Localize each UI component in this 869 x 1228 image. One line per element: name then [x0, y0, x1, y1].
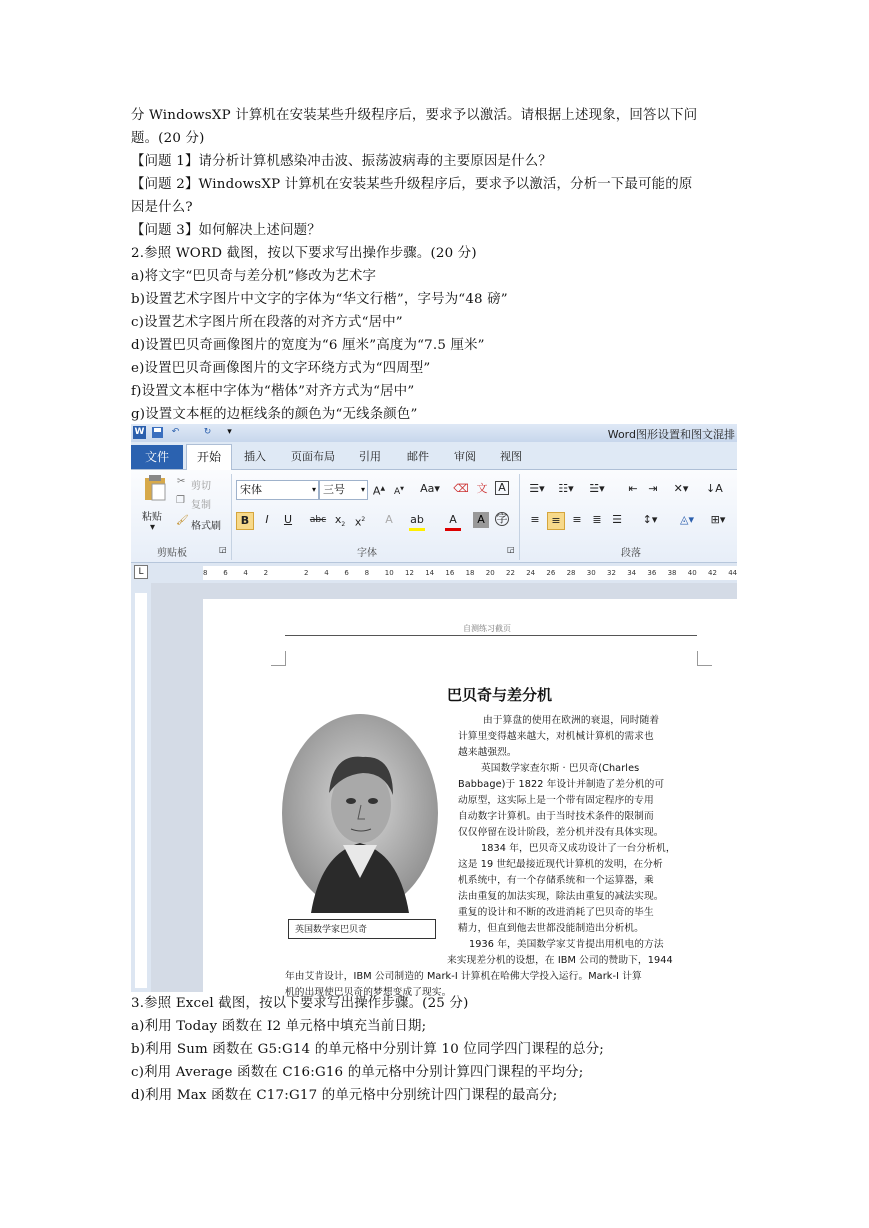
line-spacing-icon[interactable]: ↕▾	[642, 513, 658, 526]
borders-icon[interactable]: ⊞▾	[710, 513, 726, 526]
paste-icon[interactable]	[143, 474, 167, 505]
body-line: 来实现差分机的设想，在 IBM 公司的赞助下，1944	[447, 955, 673, 966]
character-border-icon[interactable]: A	[495, 481, 509, 495]
body-line: 法由重复的加法实现，除法由重复的减法实现。	[458, 891, 664, 902]
ruler-tick-label: 14	[425, 569, 435, 577]
tab-insert[interactable]: 插入	[244, 450, 266, 463]
format-painter-icon[interactable]: 🖌	[176, 515, 189, 526]
body-line: 计算里变得越来越大，对机械计算机的需求也	[458, 731, 654, 742]
margin-corner-mark	[697, 651, 712, 666]
question-1: 【问题 1】请分析计算机感染冲击波、振荡波病毒的主要原因是什么？	[131, 154, 552, 169]
step-b: b)设置艺术字图片中文字的字体为“华文行楷”，字号为“48 磅”	[131, 292, 508, 307]
ruler-tick-label: 42	[708, 569, 717, 577]
tab-file[interactable]: 文件	[131, 445, 183, 469]
section-2-heading: 2.参照 WORD 截图，按以下要求写出操作步骤。(20 分)	[131, 246, 477, 261]
shading-icon[interactable]: ◬▾	[680, 513, 694, 526]
horizontal-ruler[interactable]	[203, 566, 737, 580]
body-line: 精力，但直到他去世都没能制造出分析机。	[458, 923, 644, 934]
copy-icon[interactable]: ❐	[176, 495, 185, 506]
body-line: 仅仅停留在设计阶段，差分机并没有具体实现。	[458, 827, 664, 838]
shrink-font-icon[interactable]: A▼	[393, 486, 405, 497]
ruler-row	[131, 563, 737, 583]
character-shading-icon[interactable]: A	[473, 512, 489, 528]
redo-icon[interactable]: ↻	[203, 427, 212, 437]
tab-home[interactable]: 开始	[186, 444, 232, 471]
tab-review[interactable]: 审阅	[454, 450, 476, 463]
clipboard-launcher-icon[interactable]: ◲	[219, 545, 227, 554]
excel-step-b: b)利用 Sum 函数在 G5:G14 的单元格中分别计算 10 位同学四门课程的总分;	[131, 1042, 605, 1057]
step-d: d)设置巴贝奇画像图片的宽度为“6 厘米”高度为“7.5 厘米”	[131, 338, 485, 353]
body-line: 由于算盘的使用在欧洲的衰退，同时随着	[483, 715, 660, 726]
body-line: 年由艾肯设计，IBM 公司制造的 Mark-I 计算机在哈佛大学投入运行。Mark-I 计算	[285, 971, 642, 982]
excel-step-d: d)利用 Max 函数在 C17:G17 的单元格中分别统计四门课程的最高分;	[131, 1088, 558, 1103]
undo-icon[interactable]: ↶	[171, 427, 180, 437]
align-right-icon[interactable]: ≡	[572, 513, 582, 526]
margin-corner-mark	[271, 651, 286, 666]
align-center-icon[interactable]: ≡	[547, 512, 565, 530]
page-header-text: 自测练习截页	[463, 624, 511, 633]
step-c: c)设置艺术字图片所在段落的对齐方式“居中”	[131, 315, 403, 330]
grow-font-icon[interactable]: A▲	[372, 484, 386, 498]
cut-icon[interactable]: ✂	[177, 476, 186, 487]
step-a: a)将文字“巴贝奇与差分机”修改为艺术字	[131, 269, 377, 284]
paste-dropdown-icon[interactable]: ▾	[150, 522, 156, 533]
ruler-tick-label: 44	[728, 569, 738, 577]
chevron-down-icon: ▾	[360, 485, 365, 494]
title-bar	[131, 424, 737, 442]
font-name-select[interactable]	[236, 480, 319, 500]
caption-text-box[interactable]: 英国数学家巴贝奇	[288, 919, 436, 939]
ruler-tick-label: 32	[607, 569, 616, 577]
ruler-tick-label: 2	[263, 569, 269, 577]
decrease-indent-icon[interactable]: ⇤	[628, 482, 638, 495]
vertical-ruler[interactable]	[131, 583, 151, 992]
article-title[interactable]: 巴贝奇与差分机	[447, 686, 553, 704]
tab-page-layout[interactable]: 页面布局	[291, 450, 335, 463]
ruler-tick-label: 22	[506, 569, 515, 577]
group-divider	[231, 474, 232, 560]
paragraph-group-label: 段落	[621, 548, 641, 559]
paste-button[interactable]: 粘贴	[142, 512, 162, 523]
ruler-tick-label: 8	[364, 569, 370, 577]
document-canvas[interactable]	[151, 583, 737, 998]
question-2-cont: 因是什么?	[131, 200, 193, 215]
font-size-value: 三号	[323, 483, 345, 496]
word-screenshot	[131, 424, 738, 998]
section-3-heading: 3.参照 Excel 截图，按以下要求写出操作步骤。(25 分)	[131, 996, 469, 1011]
ruler-tick-label: 40	[687, 569, 697, 577]
body-line: 越来越强烈。	[458, 747, 517, 758]
step-f: f)设置文本框中字体为“楷体”对齐方式为“居中”	[131, 384, 415, 399]
justify-icon[interactable]: ≣	[592, 513, 602, 526]
strikethrough-icon[interactable]: abc	[309, 515, 327, 525]
ruler-tick-label: 24	[526, 569, 536, 577]
babbage-portrait-image[interactable]	[281, 713, 439, 913]
ruler-tick-label: 20	[485, 569, 495, 577]
body-line: 这是 19 世纪最接近现代计算机的发明，在分析	[458, 859, 663, 870]
font-group-label: 字体	[357, 548, 377, 559]
save-icon[interactable]	[151, 426, 164, 439]
ruler-tick-label: 30	[586, 569, 596, 577]
ruler-tick-label: 28	[566, 569, 576, 577]
chinese-layout-icon[interactable]: ✕▾	[673, 482, 689, 495]
ruler-tick-label: 10	[384, 569, 394, 577]
body-line: 1936 年，美国数学家艾肯提出用机电的方法	[469, 939, 664, 950]
numbering-icon[interactable]: ☷▾	[558, 482, 574, 495]
text-effects-icon[interactable]: A	[385, 513, 393, 526]
enclose-characters-icon[interactable]: 字	[496, 512, 508, 525]
superscript-icon[interactable]: $x^2$	[354, 515, 366, 529]
ruler-tick-label: 8	[203, 569, 208, 577]
bold-icon[interactable]: B	[236, 512, 254, 530]
ruler-tick-label: 34	[627, 569, 637, 577]
tab-view[interactable]: 视图	[500, 450, 522, 463]
group-divider	[519, 474, 520, 560]
font-launcher-icon[interactable]: ◲	[507, 545, 515, 554]
italic-icon[interactable]: I	[265, 513, 269, 526]
body-line: 机系统中，有一个存储系统和一个运算器，乘	[458, 875, 654, 886]
body-line: 动原型，这实际上是一个带有固定程序的专用	[458, 795, 654, 806]
word-app-icon: W	[134, 427, 145, 437]
font-color-icon[interactable]: A	[445, 512, 461, 531]
underline-icon[interactable]: U	[283, 513, 293, 526]
font-name-value: 宋体	[240, 483, 262, 496]
copy-button[interactable]: 复制	[191, 500, 211, 511]
excel-step-a: a)利用 Today 函数在 I2 单元格中填充当前日期;	[131, 1019, 427, 1034]
step-g: g)设置文本框的边框线条的颜色为“无线条颜色”	[131, 407, 418, 422]
change-case-icon[interactable]: Aa▾	[420, 482, 440, 495]
ruler-tick-label: 18	[465, 569, 475, 577]
ruler-tick-label: 26	[546, 569, 556, 577]
align-left-icon[interactable]: ≡	[530, 513, 540, 526]
ruler-tick-label: 4	[324, 569, 329, 577]
customize-quick-access-icon[interactable]: ▾	[227, 427, 232, 437]
ribbon-home	[131, 470, 737, 563]
text-line-2: 题。(20 分)	[131, 131, 205, 146]
ruler-tick-label: 4	[243, 569, 248, 577]
text-line-1: 分 WindowsXP 计算机在安装某些升级程序后，要求予以激活。请根据上述现象，回答以下问	[131, 108, 698, 123]
document-page[interactable]	[203, 599, 737, 998]
question-3: 【问题 3】如何解决上述问题？	[131, 223, 321, 238]
sort-icon[interactable]: ↓A	[706, 482, 723, 495]
format-painter-button[interactable]: 格式刷	[191, 521, 221, 532]
vertical-ruler-track	[135, 593, 147, 988]
multilevel-list-icon[interactable]: ☱▾	[589, 482, 605, 495]
tab-selector-icon[interactable]: L	[134, 565, 148, 579]
ruler-tick-label: 36	[647, 569, 657, 577]
ruler-tick-label: 16	[445, 569, 455, 577]
clear-formatting-icon[interactable]: ⌫	[453, 482, 469, 495]
highlight-icon[interactable]: ab	[409, 512, 425, 531]
ruler-tick-label: 12	[405, 569, 414, 577]
question-2: 【问题 2】WindowsXP 计算机在安装某些升级程序后，要求予以激活，分析一下最可能的原	[131, 177, 693, 192]
chevron-down-icon: ▾	[311, 485, 316, 494]
header-rule	[285, 635, 697, 636]
cut-button[interactable]: 剪切	[191, 481, 211, 492]
body-line: 重复的设计和不断的改进消耗了巴贝奇的毕生	[458, 907, 654, 918]
body-line: 英国数学家查尔斯 · 巴贝奇(Charles	[481, 763, 640, 774]
subscript-icon[interactable]: $x_2$	[334, 513, 346, 529]
ruler-tick-label: 6	[223, 569, 228, 577]
body-line: 自动数字计算机。由于当时技术条件的限制而	[458, 811, 654, 822]
increase-indent-icon[interactable]: ⇥	[648, 482, 658, 495]
distributed-icon[interactable]: ☰	[612, 513, 622, 526]
window-title: Word图形设置和图文混排	[607, 428, 735, 441]
body-line: 1834 年，巴贝奇又成功设计了一台分析机，	[481, 843, 676, 854]
bullets-icon[interactable]: ☰▾	[529, 482, 545, 495]
body-line: Babbage)于 1822 年设计并制造了差分机的可	[458, 779, 665, 790]
step-e: e)设置巴贝奇画像图片的文字环绕方式为“四周型”	[131, 361, 431, 376]
ruler-tick-label: 38	[667, 569, 677, 577]
ruler-tick-label: 6	[344, 569, 349, 577]
tab-mailings[interactable]: 邮件	[407, 450, 429, 463]
clipboard-group-label: 剪贴板	[157, 548, 187, 559]
font-size-select[interactable]	[319, 480, 368, 500]
body-line: 机的出现使巴贝奇的梦想变成了现实。	[285, 987, 452, 998]
tab-references[interactable]: 引用	[359, 450, 381, 463]
excel-step-c: c)利用 Average 函数在 C16:G16 的单元格中分别计算四门课程的平均分;	[131, 1065, 584, 1080]
phonetic-guide-icon[interactable]: 文	[476, 482, 488, 495]
ruler-tick-label: 2	[304, 569, 309, 577]
